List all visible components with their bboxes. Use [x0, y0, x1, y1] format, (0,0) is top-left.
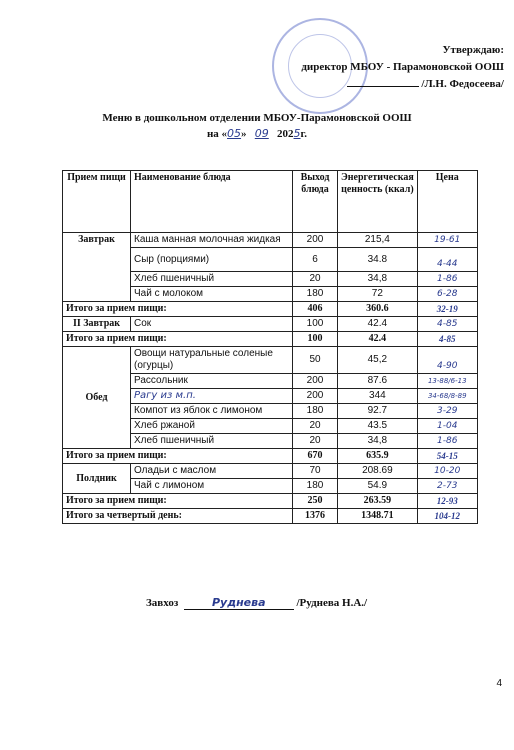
dish-price: 4-85 — [417, 317, 477, 332]
dish-price: 1-86 — [417, 272, 477, 287]
total-row — [63, 449, 478, 464]
dish-output: 200 — [293, 233, 338, 248]
title-date: на «05» 09 2025г. — [206, 127, 308, 140]
dish-kcal: 43.5 — [338, 419, 418, 434]
total-output: 406 — [293, 302, 338, 317]
dish-kcal: 344 — [338, 389, 418, 404]
dish-name: Рассольник — [131, 374, 293, 389]
dish-price: 6-28 — [417, 287, 477, 302]
dish-output: 20 — [293, 419, 338, 434]
dish-output: 70 — [293, 464, 338, 479]
dish-name: Каша манная молочная жидкая — [131, 233, 293, 248]
total-row — [63, 332, 478, 347]
day-total-label: Итого за четвертый день: — [63, 509, 293, 524]
day-total-output: 1376 — [293, 509, 338, 524]
approval-block — [301, 42, 504, 93]
dish-output: 180 — [293, 404, 338, 419]
dish-kcal: 215,4 — [338, 233, 418, 248]
table-row — [63, 233, 478, 248]
total-output: 250 — [293, 494, 338, 509]
total-kcal: 42.4 — [338, 332, 418, 347]
day-total-kcal: 1348.71 — [338, 509, 418, 524]
dish-name: Сок — [131, 317, 293, 332]
dish-output: 20 — [293, 272, 338, 287]
header-dish: Наименование блюда — [131, 171, 293, 233]
dish-output: 200 — [293, 389, 338, 404]
dish-kcal: 34,8 — [338, 434, 418, 449]
dish-name: Хлеб пшеничный — [131, 272, 293, 287]
total-row — [63, 302, 478, 317]
approval-line1: Утверждаю: — [442, 44, 504, 56]
total-kcal: 360.6 — [338, 302, 418, 317]
table-row — [63, 464, 478, 479]
dish-price: 13-88/6-13 — [417, 374, 477, 389]
dish-name: Оладьи с маслом — [131, 464, 293, 479]
approval-line2: директор МБОУ - Парамоновской ООШ — [301, 61, 504, 73]
title-line1: Меню в дошкольном отделении МБОУ-Парамоновской ООШ — [102, 112, 412, 124]
footer-name: /Руднева Н.А./ — [296, 597, 368, 609]
dish-price: 34-68/8-89 — [417, 389, 477, 404]
total-label: Итого за прием пищи: — [63, 302, 293, 317]
total-label: Итого за прием пищи: — [63, 494, 293, 509]
dish-kcal: 87.6 — [338, 374, 418, 389]
dish-kcal: 34.8 — [338, 248, 418, 272]
total-output: 100 — [293, 332, 338, 347]
signature-footer — [146, 596, 367, 610]
dish-kcal: 42.4 — [338, 317, 418, 332]
dish-price: 19-61 — [417, 233, 477, 248]
total-output: 670 — [293, 449, 338, 464]
document-title — [0, 110, 514, 142]
dish-name: Хлеб ржаной — [131, 419, 293, 434]
meal-lunch: Обед — [63, 347, 131, 449]
date-year-digit: 5 — [293, 127, 301, 140]
dish-kcal: 54.9 — [338, 479, 418, 494]
handwritten-signature: Руднева — [184, 596, 294, 610]
dish-price: 4-90 — [417, 347, 477, 374]
dish-kcal: 45,2 — [338, 347, 418, 374]
table-row — [63, 347, 478, 374]
dish-output: 6 — [293, 248, 338, 272]
dish-price: 4-44 — [417, 248, 477, 272]
dish-kcal: 72 — [338, 287, 418, 302]
dish-name-handwritten: Рагу из м.п. — [131, 389, 293, 404]
dish-price: 10-20 — [417, 464, 477, 479]
dish-name: Компот из яблок с лимоном — [131, 404, 293, 419]
total-label: Итого за прием пищи: — [63, 449, 293, 464]
total-label: Итого за прием пищи: — [63, 332, 293, 347]
approval-line3: /Л.Н. Федосеева/ — [421, 78, 504, 90]
dish-output: 20 — [293, 434, 338, 449]
dish-name: Хлеб пшеничный — [131, 434, 293, 449]
dish-name: Чай с лимоном — [131, 479, 293, 494]
day-total-row — [63, 509, 478, 524]
dish-output: 180 — [293, 479, 338, 494]
day-total-price: 104-12 — [417, 509, 477, 524]
meal-snack: Полдник — [63, 464, 131, 494]
meal-second-breakfast: II Завтрак — [63, 317, 131, 332]
table-header — [63, 171, 478, 233]
dish-output: 100 — [293, 317, 338, 332]
footer-role: Завхоз — [146, 597, 179, 609]
dish-price: 2-73 — [417, 479, 477, 494]
date-month: 09 — [254, 127, 269, 140]
dish-name: Сыр (порциями) — [131, 248, 293, 272]
dish-kcal: 34,8 — [338, 272, 418, 287]
total-kcal: 635.9 — [338, 449, 418, 464]
total-price: 54-15 — [417, 449, 477, 464]
header-output: Выход блюда — [293, 171, 338, 233]
total-price: 4-85 — [417, 332, 477, 347]
dish-output: 50 — [293, 347, 338, 374]
dish-price: 1-86 — [417, 434, 477, 449]
dish-price: 1-04 — [417, 419, 477, 434]
dish-kcal: 208.69 — [338, 464, 418, 479]
header-price: Цена — [417, 171, 477, 233]
page-number: 4 — [496, 678, 502, 689]
date-day: 05 — [227, 127, 242, 140]
meal-breakfast: Завтрак — [63, 233, 131, 302]
total-kcal: 263.59 — [338, 494, 418, 509]
dish-output: 200 — [293, 374, 338, 389]
table-row — [63, 317, 478, 332]
dish-name: Чай с молоком — [131, 287, 293, 302]
director-signature-line — [347, 76, 419, 87]
total-price: 32-19 — [417, 302, 477, 317]
dish-kcal: 92.7 — [338, 404, 418, 419]
dish-name: Овощи натуральные соленые (огурцы) — [131, 347, 293, 374]
dish-price: 3-29 — [417, 404, 477, 419]
total-row — [63, 494, 478, 509]
header-energy: Энергетическая ценность (ккал) — [338, 171, 418, 233]
dish-output: 180 — [293, 287, 338, 302]
total-price: 12-93 — [417, 494, 477, 509]
header-meal: Прием пищи — [63, 171, 131, 233]
menu-table — [62, 170, 478, 524]
